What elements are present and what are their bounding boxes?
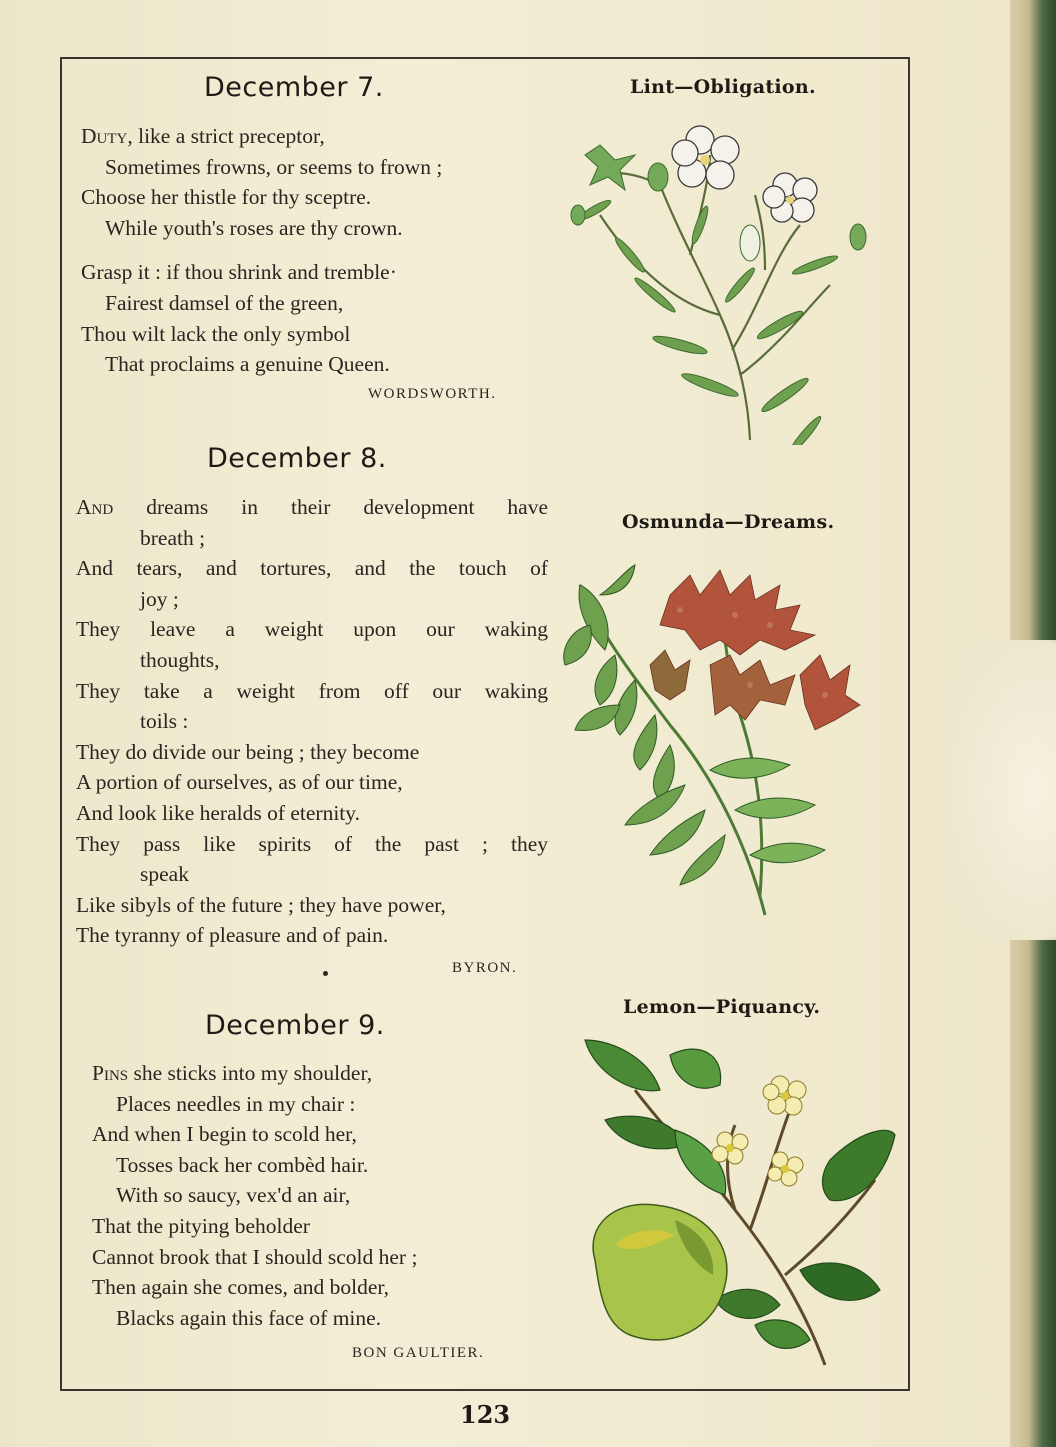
plant-caption: Lint—Obligation. bbox=[630, 76, 816, 98]
entry-date-heading: December 7. bbox=[204, 72, 384, 103]
poem-line: Blacks again this face of mine. bbox=[116, 1305, 382, 1330]
ink-dot bbox=[323, 971, 328, 976]
entry-date-heading: December 8. bbox=[207, 443, 387, 474]
plant-caption: Osmunda—Dreams. bbox=[622, 511, 835, 533]
poem-line: And look like heralds of eternity. bbox=[76, 800, 361, 825]
poem-line: And when I begin to scold her, bbox=[92, 1122, 357, 1147]
poem-line bbox=[81, 121, 551, 152]
poem-line: Tosses back her combèd hair. bbox=[116, 1152, 369, 1177]
poem-line-text: dreams in their development have bbox=[113, 495, 548, 519]
poem-line: thoughts, bbox=[140, 647, 220, 672]
poem-line: Like sibyls of the future ; they have power, bbox=[76, 892, 446, 917]
poem-line: They pass like spirits of the past ; they bbox=[76, 831, 548, 856]
plant-caption: Lemon—Piquancy. bbox=[623, 996, 821, 1018]
poem-line: That proclaims a genuine Queen. bbox=[105, 352, 390, 377]
poem-line: toils : bbox=[140, 709, 189, 734]
page-tab bbox=[950, 640, 1056, 940]
poem-line: Sometimes frowns, or seems to frown ; bbox=[105, 154, 443, 179]
poem-line bbox=[76, 492, 548, 523]
poem-line: speak bbox=[140, 862, 189, 887]
poem-line: The tyranny of pleasure and of pain. bbox=[76, 923, 389, 948]
poem-line: Places needles in my chair : bbox=[116, 1091, 356, 1116]
poem-line: joy ; bbox=[140, 586, 179, 611]
poem-line-text: she sticks into my shoulder, bbox=[128, 1061, 373, 1085]
poem-line: And tears, and tortures, and the touch of bbox=[76, 556, 548, 581]
poem-author: BON GAULTIER. bbox=[352, 1345, 485, 1361]
poem-block bbox=[92, 1058, 552, 1333]
page-number: 123 bbox=[460, 1400, 511, 1429]
poem-line: Choose her thistle for thy sceptre. bbox=[81, 185, 372, 210]
poem-line: Fairest damsel of the green, bbox=[105, 290, 344, 315]
lemon-plant-illustration bbox=[575, 1030, 905, 1370]
poem-line: They leave a weight upon our waking bbox=[76, 617, 548, 642]
poem-line bbox=[92, 1058, 552, 1089]
poem-line: They do divide our being ; they become bbox=[76, 739, 420, 764]
poem-block bbox=[81, 121, 551, 380]
poem-line: Thou wilt lack the only symbol bbox=[81, 321, 351, 346]
poem-line: That the pitying beholder bbox=[92, 1213, 310, 1238]
poem-line: They take a weight from off our waking bbox=[76, 678, 548, 703]
poem-author: BYRON. bbox=[452, 960, 518, 976]
poem-line-text: like a strict preceptor, bbox=[132, 124, 325, 148]
poem-line: Then again she comes, and bolder, bbox=[92, 1275, 390, 1300]
poem-line: breath ; bbox=[140, 525, 206, 550]
flax-plant-illustration bbox=[560, 115, 890, 445]
poem-first-word: Duty, bbox=[81, 124, 133, 148]
entry-date-heading: December 9. bbox=[205, 1010, 385, 1041]
poem-first-word: Pins bbox=[92, 1061, 129, 1085]
poem-line: A portion of ourselves, as of our time, bbox=[76, 770, 403, 795]
poem-line: With so saucy, vex'd an air, bbox=[116, 1183, 351, 1208]
poem-line: While youth's roses are thy crown. bbox=[105, 215, 403, 240]
poem-first-word: And bbox=[76, 495, 114, 519]
poem-author: WORDSWORTH. bbox=[368, 386, 497, 402]
fern-plant-illustration bbox=[560, 555, 870, 920]
poem-block bbox=[76, 492, 548, 951]
poem-line: Cannot brook that I should scold her ; bbox=[92, 1244, 418, 1269]
poem-line: Grasp it : if thou shrink and tremble· bbox=[81, 260, 397, 285]
